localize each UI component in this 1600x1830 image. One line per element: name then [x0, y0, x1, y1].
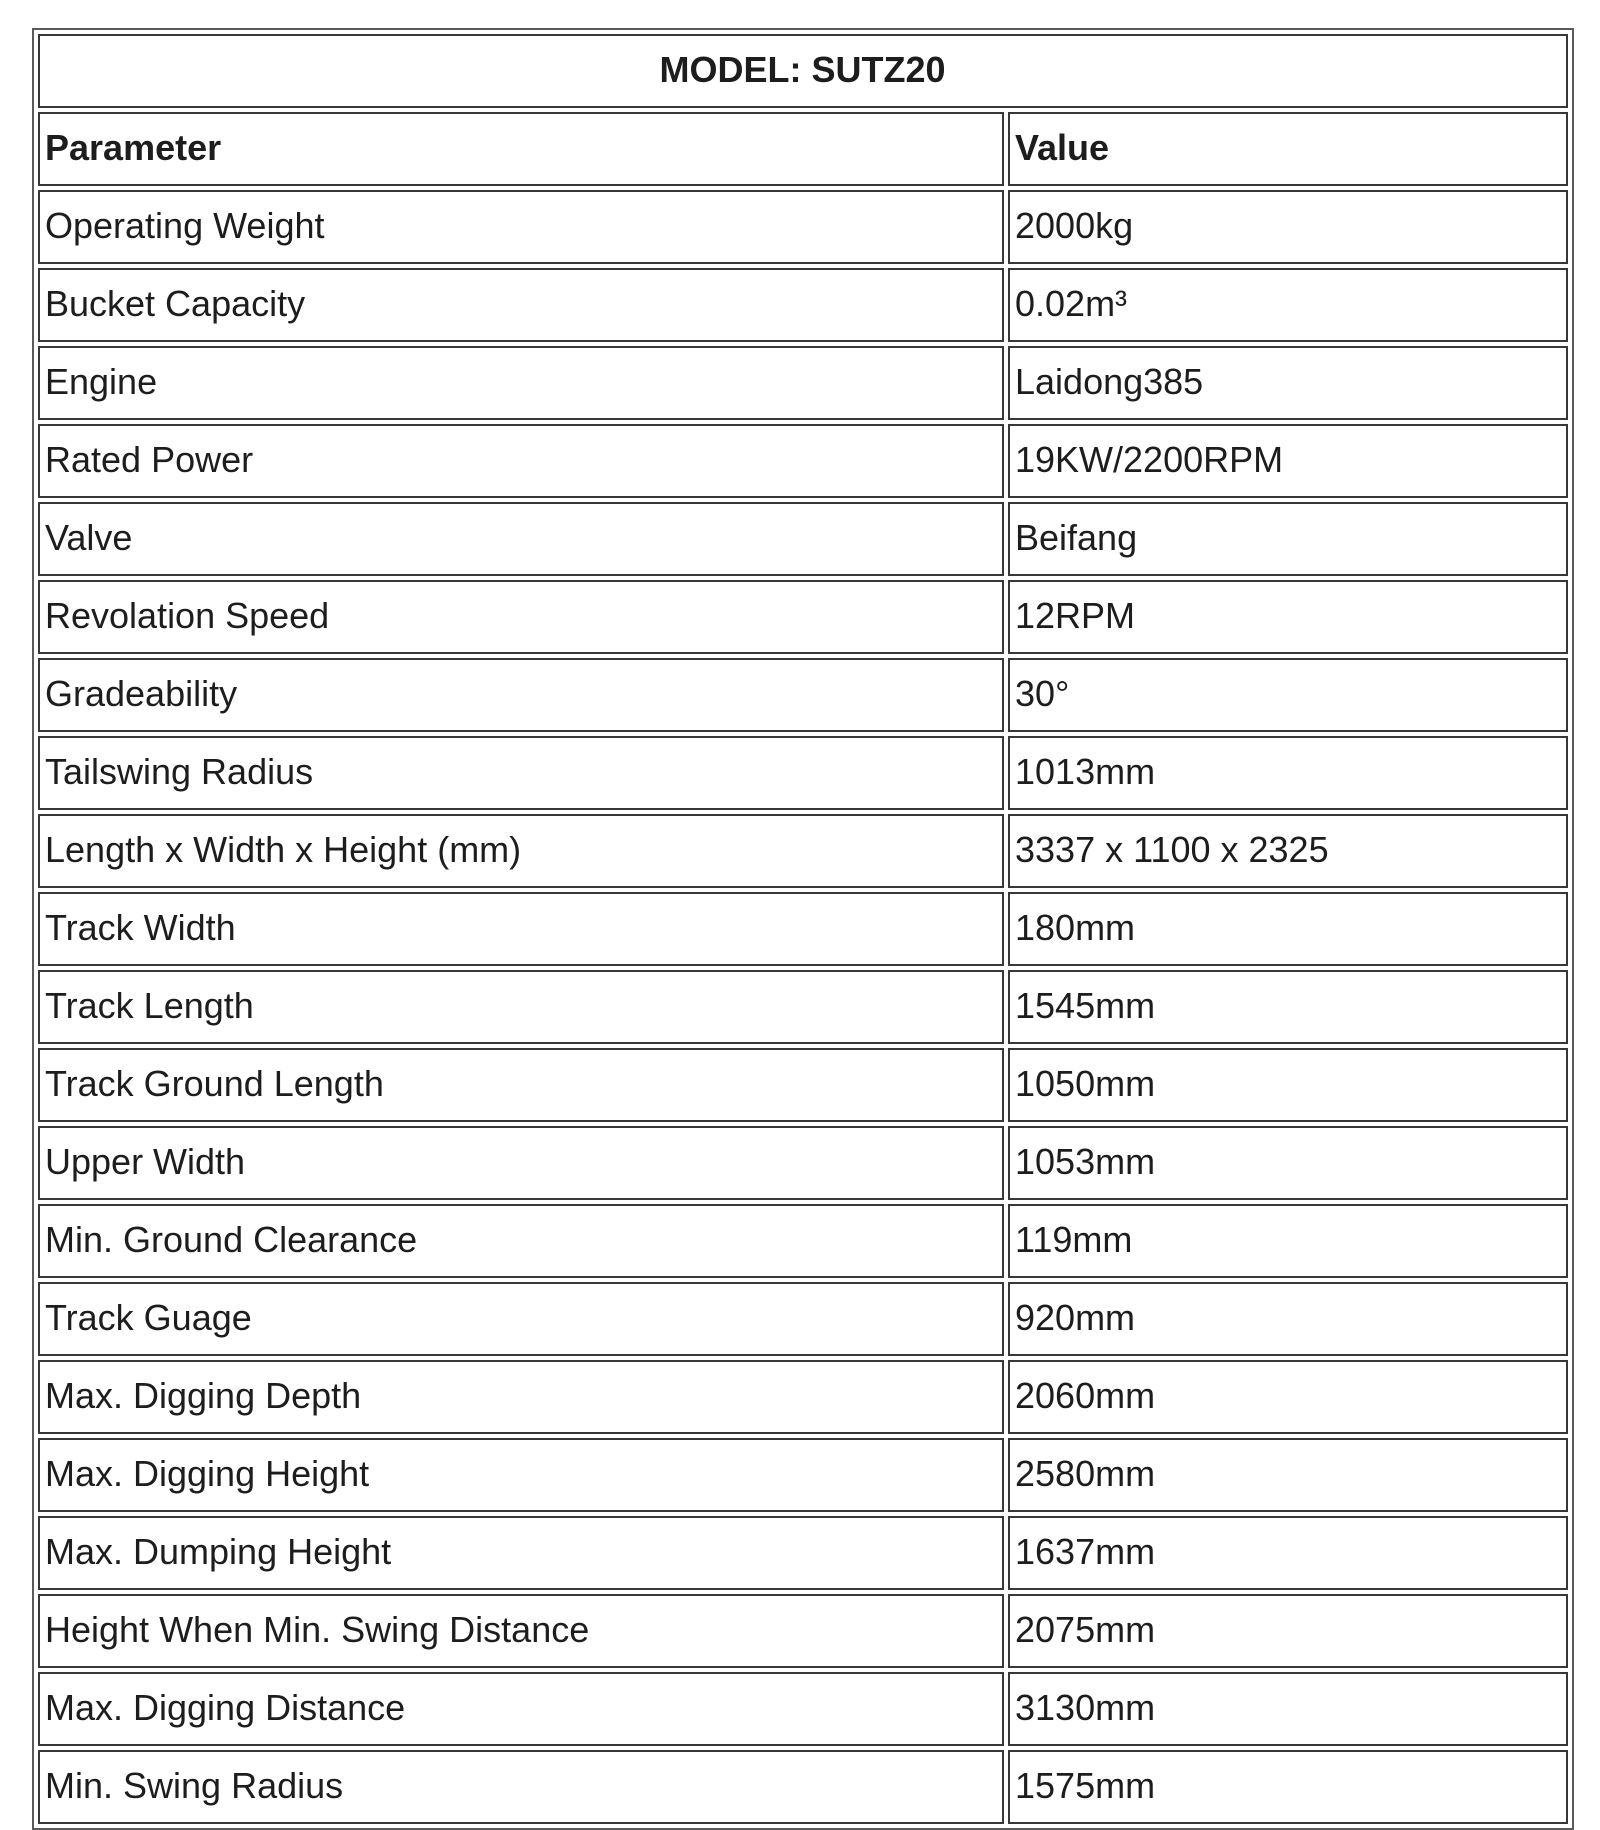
value-cell: 1053mm	[1008, 1126, 1568, 1200]
value-cell: 2580mm	[1008, 1438, 1568, 1512]
value-cell: 30°	[1008, 658, 1568, 732]
param-cell: Track Length	[38, 970, 1004, 1044]
param-cell: Engine	[38, 346, 1004, 420]
table-row	[38, 1048, 1568, 1122]
param-cell: Operating Weight	[38, 190, 1004, 264]
table-row	[38, 658, 1568, 732]
spec-table	[32, 28, 1574, 1830]
value-cell: Laidong385	[1008, 346, 1568, 420]
value-cell: 3337 x 1100 x 2325	[1008, 814, 1568, 888]
param-cell: Gradeability	[38, 658, 1004, 732]
value-cell: 12RPM	[1008, 580, 1568, 654]
param-cell: Rated Power	[38, 424, 1004, 498]
value-cell: 2000kg	[1008, 190, 1568, 264]
value-cell: 19KW/2200RPM	[1008, 424, 1568, 498]
param-cell: Bucket Capacity	[38, 268, 1004, 342]
table-row	[38, 190, 1568, 264]
param-cell: Track Guage	[38, 1282, 1004, 1356]
value-cell: 3130mm	[1008, 1672, 1568, 1746]
value-cell: 0.02m³	[1008, 268, 1568, 342]
param-cell: Tailswing Radius	[38, 736, 1004, 810]
value-cell: 1575mm	[1008, 1750, 1568, 1824]
param-cell: Revolation Speed	[38, 580, 1004, 654]
value-cell: 1013mm	[1008, 736, 1568, 810]
table-row	[38, 736, 1568, 810]
table-row	[38, 814, 1568, 888]
table-row	[38, 1126, 1568, 1200]
table-row	[38, 580, 1568, 654]
value-cell: 180mm	[1008, 892, 1568, 966]
column-header-parameter: Parameter	[38, 112, 1004, 186]
table-row	[38, 346, 1568, 420]
value-cell: Beifang	[1008, 502, 1568, 576]
value-cell: 2060mm	[1008, 1360, 1568, 1434]
param-cell: Valve	[38, 502, 1004, 576]
table-row	[38, 1438, 1568, 1512]
table-row	[38, 502, 1568, 576]
table-row	[38, 268, 1568, 342]
param-cell: Length x Width x Height (mm)	[38, 814, 1004, 888]
param-cell: Max. Dumping Height	[38, 1516, 1004, 1590]
param-cell: Max. Digging Depth	[38, 1360, 1004, 1434]
table-row	[38, 1282, 1568, 1356]
param-cell: Upper Width	[38, 1126, 1004, 1200]
param-cell: Track Ground Length	[38, 1048, 1004, 1122]
table-row	[38, 970, 1568, 1044]
header-row	[38, 112, 1568, 186]
param-cell: Max. Digging Height	[38, 1438, 1004, 1512]
table-row	[38, 1204, 1568, 1278]
table-row	[38, 892, 1568, 966]
column-header-value: Value	[1008, 112, 1568, 186]
table-row	[38, 1672, 1568, 1746]
table-row	[38, 1594, 1568, 1668]
table-row	[38, 1360, 1568, 1434]
param-cell: Max. Digging Distance	[38, 1672, 1004, 1746]
value-cell: 119mm	[1008, 1204, 1568, 1278]
table-title: MODEL: SUTZ20	[38, 34, 1568, 108]
value-cell: 1050mm	[1008, 1048, 1568, 1122]
spec-table-body	[38, 34, 1568, 1824]
value-cell: 1545mm	[1008, 970, 1568, 1044]
value-cell: 920mm	[1008, 1282, 1568, 1356]
param-cell: Min. Ground Clearance	[38, 1204, 1004, 1278]
title-row	[38, 34, 1568, 108]
value-cell: 2075mm	[1008, 1594, 1568, 1668]
param-cell: Track Width	[38, 892, 1004, 966]
param-cell: Height When Min. Swing Distance	[38, 1594, 1004, 1668]
value-cell: 1637mm	[1008, 1516, 1568, 1590]
table-row	[38, 424, 1568, 498]
param-cell: Min. Swing Radius	[38, 1750, 1004, 1824]
table-row	[38, 1516, 1568, 1590]
table-row	[38, 1750, 1568, 1824]
